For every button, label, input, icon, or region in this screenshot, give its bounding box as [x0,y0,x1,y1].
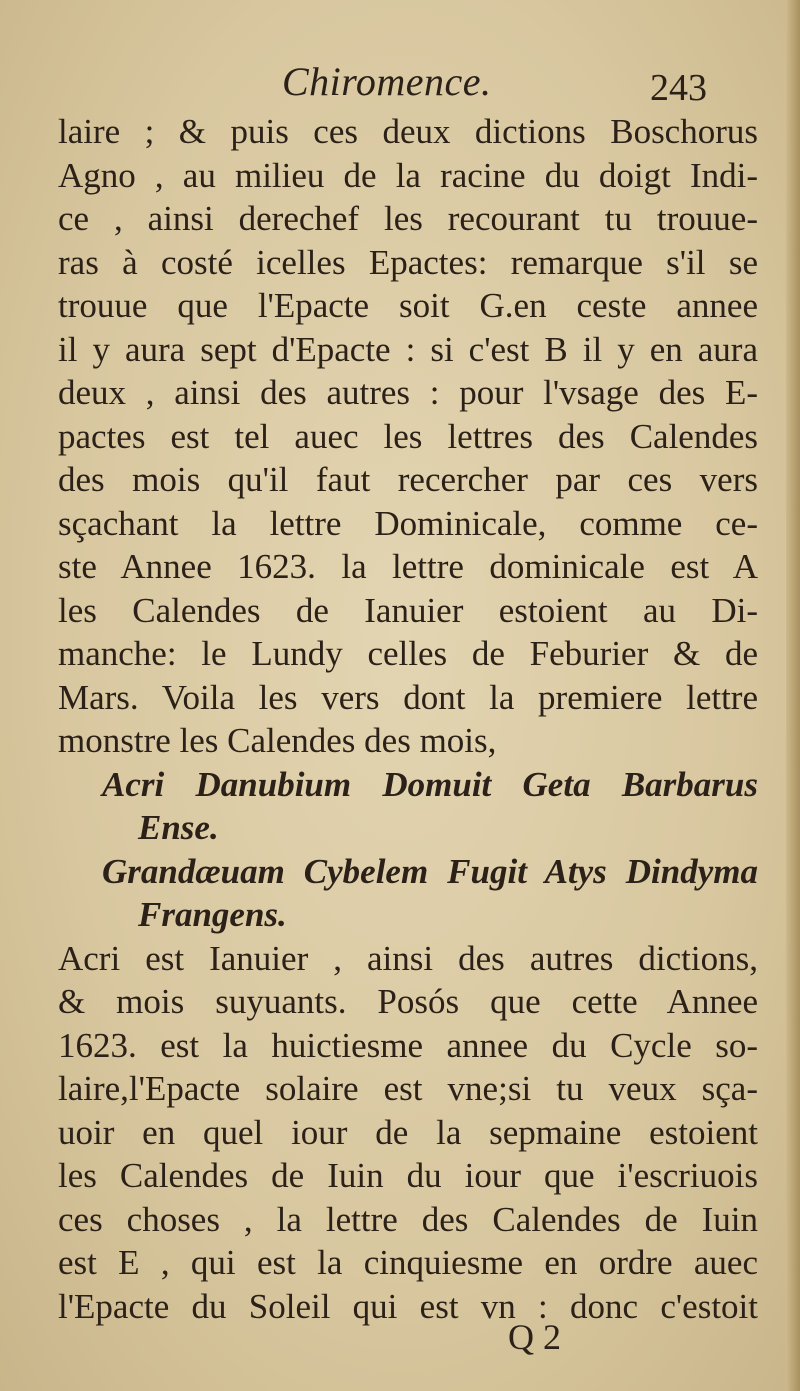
text-line: uoir en quel iour de la sepmaine estoient [58,1112,758,1152]
verse-line: Acri Danubium Domuit Geta Barbarus [102,764,758,804]
text-line: l'Epacte du Soleil qui est vn : donc c'estoit [58,1286,758,1326]
running-title: Chiromence. [282,59,492,104]
text-line: laire ; & puis ces deux dictions Boschorus [58,112,758,151]
text-line: ces choses , la lettre des Calendes de Iuin [58,1199,758,1239]
text-line: ras à costé icelles Epactes: remarque s'il se [58,242,758,282]
text-line: il y aura sept d'Epacte : si c'est B il y en aura [58,329,758,369]
page-edge [786,0,800,1391]
text-line: les Calendes de Ianuier estoient au Di- [58,590,758,630]
text-line: est E , qui est la cinquiesme en ordre auec [58,1243,758,1282]
page-number: 243 [650,67,707,109]
signature-mark: Q 2 [508,1317,561,1357]
text-line: ste Annee 1623. la lettre dominicale est A [58,547,758,586]
text-line: monstre les Calendes des mois, [58,721,497,760]
text-line: & mois suyuants. Posós que cette Annee [58,982,758,1021]
text-line: des mois qu'il faut recercher par ces vers [58,460,758,499]
text-line: les Calendes de Iuin du iour que i'escriuois [58,1156,758,1195]
page-header [0,58,800,108]
text-line: sçachant la lettre Dominicale, comme ce- [58,503,758,543]
text-line: Mars. Voila les vers dont la premiere lettre [58,677,758,717]
text-line: pactes est tel auec les lettres des Calendes [58,416,758,456]
body-text [58,110,758,1328]
verse-line: Frangens. [138,895,287,934]
text-line: manche: le Lundy celles de Feburier & de [58,634,758,673]
text-line: trouue que l'Epacte soit G.en ceste annee [58,286,758,325]
text-line: laire,l'Epacte solaire est vne;si tu veux sça- [58,1069,758,1108]
text-line: Acri est Ianuier , ainsi des autres dictions, [58,938,758,978]
text-line: ce , ainsi derechef les recourant tu trouue- [58,199,758,238]
text-line: deux , ainsi des autres : pour l'vsage des E- [58,373,758,412]
text-line: Agno , au milieu de la racine du doigt Indi- [58,155,758,195]
text-line: 1623. est la huictiesme annee du Cycle so- [58,1025,758,1065]
verse-line: Grandæuam Cybelem Fugit Atys Dindyma [102,851,758,891]
verse-line: Ense. [138,808,219,847]
